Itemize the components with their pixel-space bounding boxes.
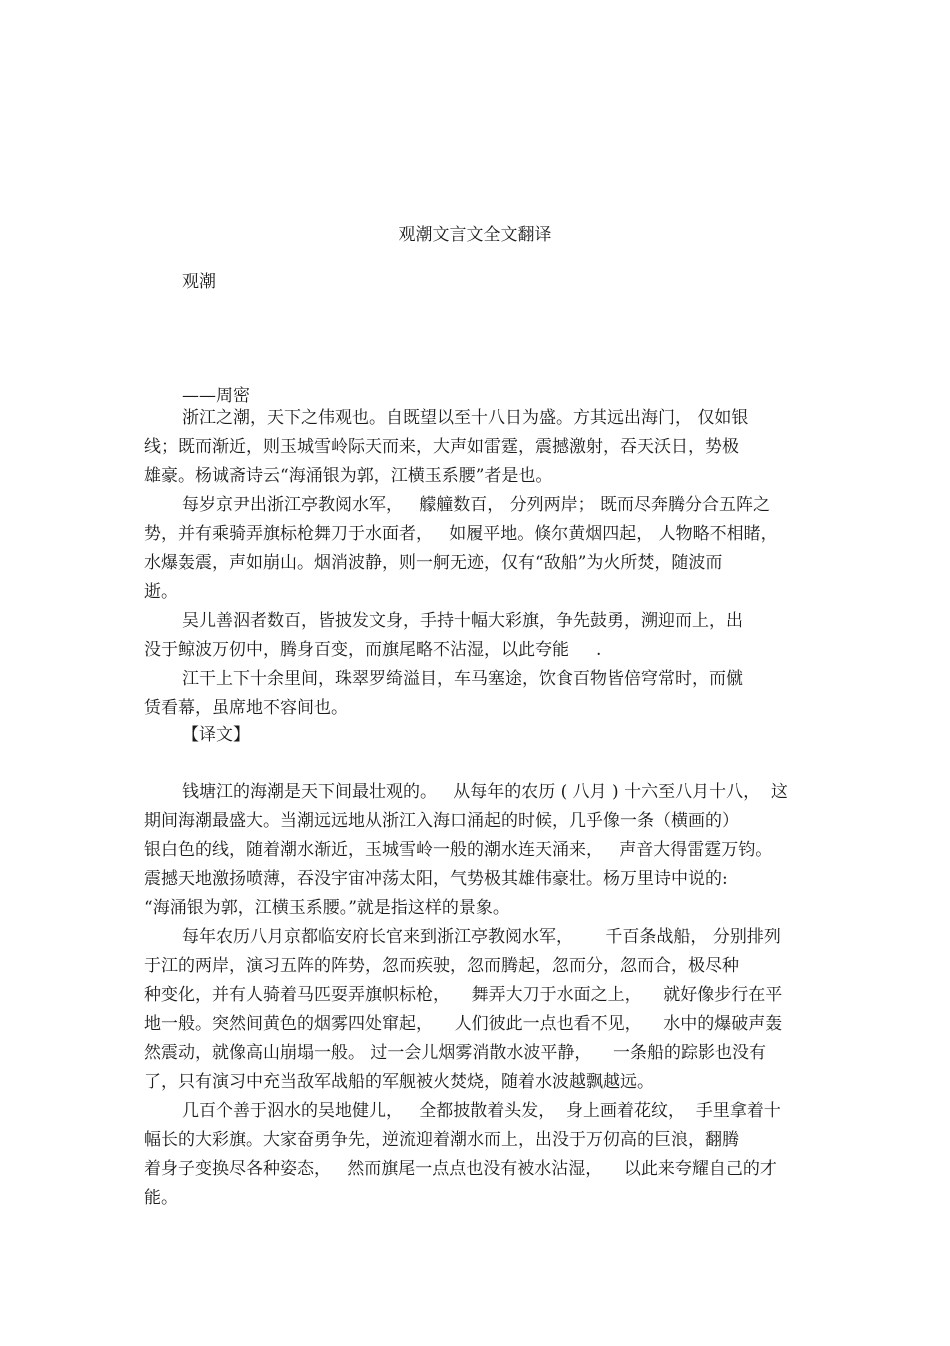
- translation-line: “海涌银为郭，江横玉系腰。”就是指这样的景象。: [144, 898, 510, 918]
- original-line: 雄豪。杨诚斋诗云“海涌银为郭，江横玉系腰”者是也。: [144, 466, 553, 486]
- original-line: 赁看幕，虽席地不容间也。: [144, 698, 348, 718]
- author-line: ——周密: [182, 386, 250, 406]
- translation-line: 于江的两岸，演习五阵的阵势，忽而疾驶，忽而腾起，忽而分，忽而合，极尽种: [144, 956, 739, 976]
- original-line: 水爆轰震，声如崩山。烟消波静，则一舸无迹，仅有“敌船”为火所焚，随波而: [144, 553, 723, 573]
- translation-line: 几百个善于泅水的吴地健儿， 全都披散着头发， 身上画着花纹， 手里拿着十: [182, 1101, 781, 1121]
- translation-line: 银白色的线，随着潮水渐近，玉城雪岭一般的潮水连天涌来， 声音大得雷霆万钧。: [144, 840, 773, 860]
- translation-line: 然震动，就像高山崩塌一般。 过一会儿烟雾消散水波平静， 一条船的踪影也没有: [144, 1043, 767, 1063]
- translation-line: 能。: [144, 1188, 178, 1208]
- translation-line: 幅长的大彩旗。大家奋勇争先，逆流迎着潮水而上，出没于万仞高的巨浪，翻腾: [144, 1130, 739, 1150]
- original-line: 江干上下十余里间，珠翠罗绮溢目，车马塞途，饮食百物皆倍穹常时，而僦: [182, 669, 743, 689]
- original-line: 没于鲸波万仞中，腾身百变，而旗尾略不沾湿，以此夸能 .: [144, 640, 602, 660]
- text-title: 观潮: [182, 272, 216, 292]
- original-line: 逝。: [144, 582, 178, 602]
- original-text: [144, 404, 784, 723]
- translation-line: 期间海潮最盛大。当潮远远地从浙江入海口涌起的时候，几乎像一条（横画的）: [144, 811, 739, 831]
- translation-line: 种变化，并有人骑着马匹耍弄旗帜标枪， 舞弄大刀于水面之上， 就好像步行在平: [144, 985, 783, 1005]
- translation-text: [144, 778, 814, 1213]
- translation-line: 着身子变换尽各种姿态， 然而旗尾一点点也没有被水沾湿， 以此来夸耀自己的才: [144, 1159, 777, 1179]
- original-line: 势，并有乘骑弄旗标枪舞刀于水面者， 如履平地。倏尔黄烟四起， 人物略不相睹，: [144, 524, 778, 544]
- translation-line: 了，只有演习中充当敌军战船的军舰被火焚烧，随着水波越飘越远。: [144, 1072, 654, 1092]
- document-title: 观潮文言文全文翻译: [398, 225, 552, 245]
- translation-line: 震撼天地激扬喷薄，吞没宇宙冲荡太阳，气势极其雄伟豪壮。杨万里诗中说的:: [144, 869, 728, 889]
- original-line: 浙江之潮，天下之伟观也。自既望以至十八日为盛。方其远出海门， 仅如银: [182, 408, 749, 428]
- original-line: 吴儿善泅者数百，皆披发文身，手持十幅大彩旗，争先鼓勇，溯迎而上，出: [182, 611, 743, 631]
- translation-heading: 【译文】: [182, 725, 250, 745]
- original-line: 每岁京尹出浙江亭教阅水军， 艨艟数百， 分列两岸； 既而尽奔腾分合五阵之: [182, 495, 771, 515]
- original-line: 线；既而渐近，则玉城雪岭际天而来，大声如雷霆，震撼激射，吞天沃日，势极: [144, 437, 739, 457]
- translation-line: 地一般。突然间黄色的烟雾四处窜起， 人们彼此一点也看不见， 水中的爆破声轰: [144, 1014, 783, 1034]
- translation-line: 每年农历八月京都临安府长官来到浙江亭教阅水军， 千百条战船， 分别排列: [182, 927, 781, 947]
- translation-line: 钱塘江的海潮是天下间最壮观的。 从每年的农历 ( 八月 ) 十六至八月十八， 这: [182, 782, 788, 802]
